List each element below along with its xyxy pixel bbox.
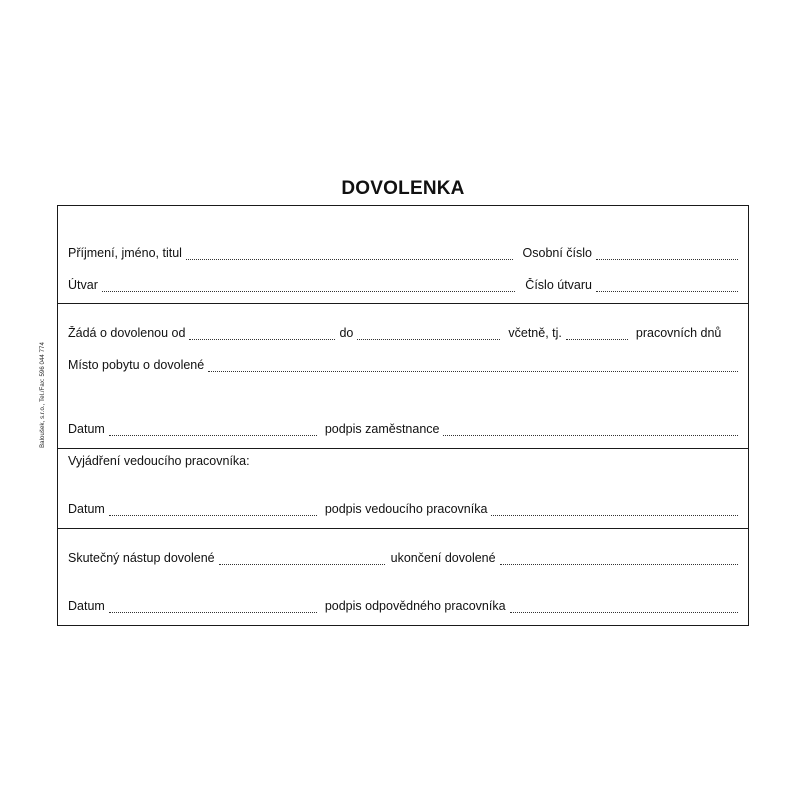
responsible-signature-field[interactable] — [510, 612, 738, 613]
request-to-label: do — [339, 326, 354, 340]
work-days-label: pracovních dnů — [635, 326, 722, 340]
employee-signature-field[interactable] — [443, 435, 738, 436]
request-period-row — [68, 326, 738, 344]
publisher-note-text: Baloušek, s.r.o., Tel./Fax: 596 044 774 — [40, 342, 47, 448]
department-row — [68, 278, 738, 296]
leave-end-field[interactable] — [500, 564, 738, 565]
responsible-signature-label: podpis odpovědného pracovníka — [324, 599, 506, 613]
section-divider-2 — [58, 448, 748, 449]
employee-signature-label: podpis zaměstnance — [324, 422, 440, 436]
request-from-field[interactable] — [189, 339, 335, 340]
name-field[interactable] — [186, 259, 513, 260]
responsible-date-row — [68, 599, 738, 617]
manager-statement-label: Vyjádření vedoucího pracovníka: — [68, 454, 250, 468]
name-label: Příjmení, jméno, titul — [68, 246, 182, 260]
actual-start-field[interactable] — [219, 564, 385, 565]
personal-number-label: Osobní číslo — [522, 246, 592, 260]
manager-date-field[interactable] — [109, 515, 317, 516]
responsible-date-label: Datum — [68, 599, 105, 613]
manager-signature-label: podpis vedoucího pracovníka — [324, 502, 488, 516]
employee-date-field[interactable] — [109, 435, 317, 436]
department-number-label: Číslo útvaru — [525, 278, 592, 292]
manager-signature-field[interactable] — [491, 515, 738, 516]
request-from-label: Žádá o dovolenou od — [68, 326, 186, 340]
form-title: DOVOLENKA — [341, 178, 465, 199]
section-divider-3 — [58, 528, 748, 529]
location-row — [68, 358, 738, 376]
department-field[interactable] — [102, 291, 515, 292]
publisher-note — [37, 330, 49, 460]
employee-date-row — [68, 422, 738, 440]
manager-date-label: Datum — [68, 502, 105, 516]
manager-date-row — [68, 502, 738, 520]
request-to-field[interactable] — [357, 339, 500, 340]
actual-leave-row — [68, 551, 738, 569]
department-number-field[interactable] — [596, 291, 738, 292]
personal-number-field[interactable] — [596, 259, 738, 260]
location-field[interactable] — [208, 371, 738, 372]
section-divider-1 — [58, 303, 748, 304]
department-label: Útvar — [68, 278, 98, 292]
location-label: Místo pobytu o dovolené — [68, 358, 205, 372]
employee-date-label: Datum — [68, 422, 105, 436]
name-row — [68, 246, 738, 264]
responsible-date-field[interactable] — [109, 612, 317, 613]
actual-start-label: Skutečný nástup dovolené — [68, 551, 215, 565]
manager-statement-row — [68, 454, 738, 472]
days-count-field[interactable] — [566, 339, 628, 340]
leave-form — [57, 205, 749, 626]
inclusive-label: včetně, tj. — [508, 326, 562, 340]
leave-end-label: ukončení dovolené — [390, 551, 496, 565]
